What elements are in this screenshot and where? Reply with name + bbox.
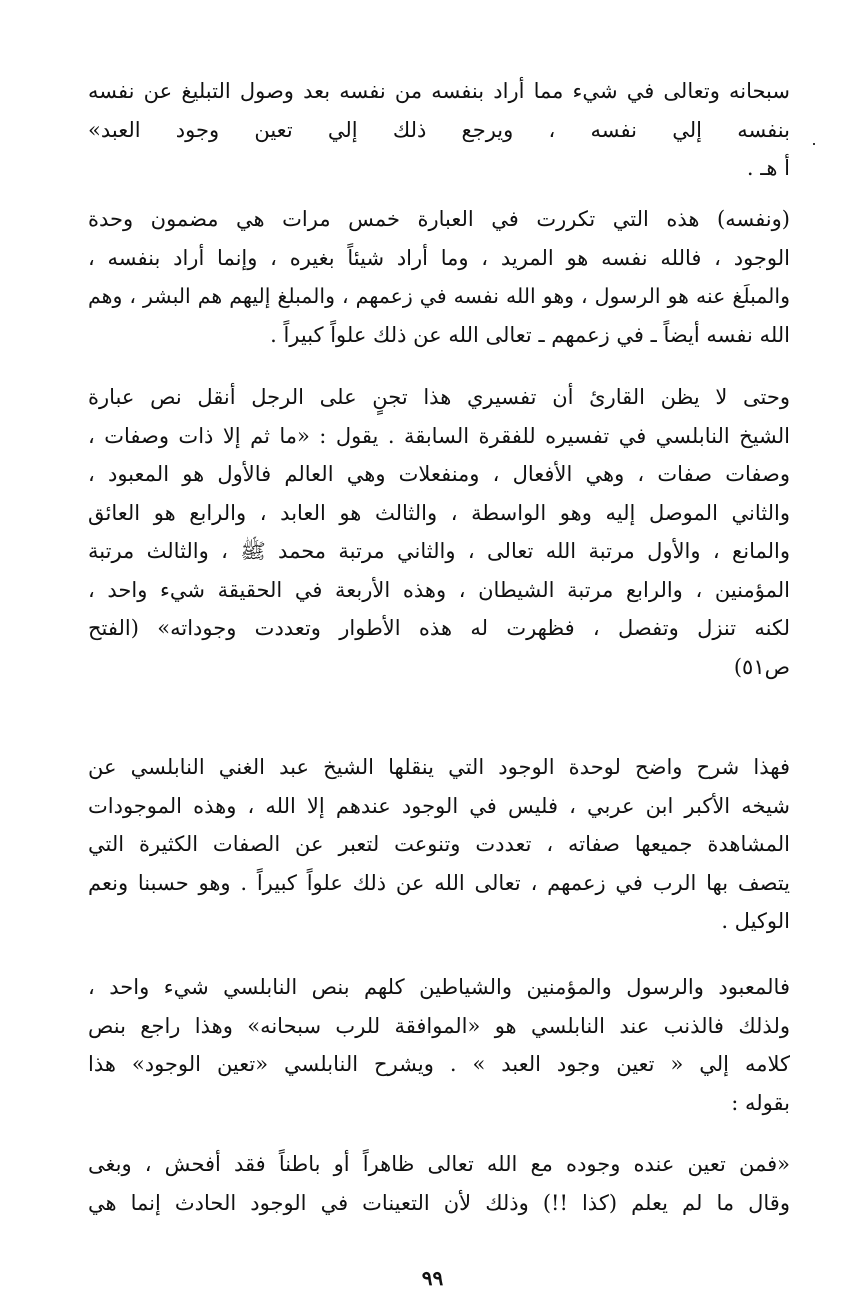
text-line: بنفسه إلي نفسه ، ويرجع ذلك إلي تعين وجود العبد» xyxy=(88,117,790,142)
text-line: شيخه الأكبر ابن عربي ، فليس في الوجود عندهم إلا الله ، وهذه الموجودات xyxy=(88,793,790,818)
text-line: الله نفسه أيضاً ـ في زعمهم ـ تعالى الله عن ذلك علواً كبيراً . xyxy=(270,322,790,347)
text-line: المشاهدة جميعها صفاته ، تعددت وتنوعت لتعبر عن الصفات الكثيرة التي xyxy=(88,832,790,856)
text-line: المؤمنين ، والرابع مرتبة الشيطان ، وهذه الأربعة في الحقيقة شيء واحد ، xyxy=(88,577,790,602)
text-line: وقال ما لم يعلم (كذا !!) وذلك لأن التعينات في الوجود الحادث إنما هي xyxy=(88,1190,790,1215)
paragraph-4 xyxy=(88,748,790,941)
page-number: ٩٩ xyxy=(421,1266,444,1290)
text-line: والمبلَغ عنه هو الرسول ، وهو الله نفسه في زعمهم ، والمبلغ إليهم هم البشر ، وهم xyxy=(88,284,790,308)
text-line: والمانع ، والأول مرتبة الله تعالى ، والثاني مرتبة محمد ﷺ ، والثالث مرتبة xyxy=(88,539,790,563)
text-line: كلامه إلي « تعين وجود العبد » . ويشرح النابلسي «تعين الوجود» هذا xyxy=(88,1052,790,1076)
text-line: يتصف بها الرب في زعمهم ، تعالى الله عن ذلك علواً كبيراً . وهو حسبنا ونعم xyxy=(88,870,790,895)
text-line: «فمن تعين عنده وجوده مع الله تعالى ظاهراً أو باطناً فقد أفحش ، وبغى xyxy=(88,1152,790,1176)
text-line: والثاني الموصل إليه وهو الواسطة ، والثالث هو العابد ، والرابع هو العائق xyxy=(88,500,790,525)
text-line: الوجود ، فالله نفسه هو المريد ، وما أراد شيئاً بغيره ، وإنما أراد بنفسه ، xyxy=(88,245,790,270)
text-line: بقوله : xyxy=(731,1090,790,1115)
text-line: فهذا شرح واضح لوحدة الوجود التي ينقلها الشيخ عبد الغني النابلسي عن xyxy=(88,755,790,779)
text-line: وصفات صفات ، وهي الأفعال ، ومنفعلات وهي العالم فالأول هو المعبود ، xyxy=(88,462,790,486)
paragraph-3 xyxy=(88,378,790,686)
paragraph-1 xyxy=(88,72,790,188)
text-line: فالمعبود والرسول والمؤمنين والشياطين كلهم بنص النابلسي شيء واحد ، xyxy=(88,975,790,999)
text-line: لكنه تنزل وتفصل ، فظهرت له هذه الأطوار وتعددت وجوداته» (الفتح xyxy=(88,616,790,640)
text-line: سبحانه وتعالى في شيء مما أراد بنفسه من نفسه بعد وصول التبليغ عن نفسه xyxy=(88,79,790,103)
text-line: الشيخ النابلسي في تفسيره للفقرة السابقة . يقول : «ما ثم إلا ذات وصفات ، xyxy=(88,423,790,448)
text-line: ولذلك فالذنب عند النابلسي هو «الموافقة للرب سبحانه» وهذا راجع بنص xyxy=(88,1013,790,1038)
margin-mark xyxy=(813,143,815,145)
paragraph-2 xyxy=(88,200,790,354)
text-line: ص٥١) xyxy=(733,654,790,679)
text-line: وحتى لا يظن القارئ أن تفسيري هذا تجنٍ على الرجل أنقل نص عبارة xyxy=(88,385,790,409)
text-line: أ هـ . xyxy=(746,156,790,180)
paragraph-5 xyxy=(88,968,790,1122)
paragraph-6 xyxy=(88,1145,790,1222)
text-line: (ونفسه) هذه التي تكررت في العبارة خمس مرات هي مضمون وحدة xyxy=(88,207,790,231)
text-line: الوكيل . xyxy=(721,909,790,933)
